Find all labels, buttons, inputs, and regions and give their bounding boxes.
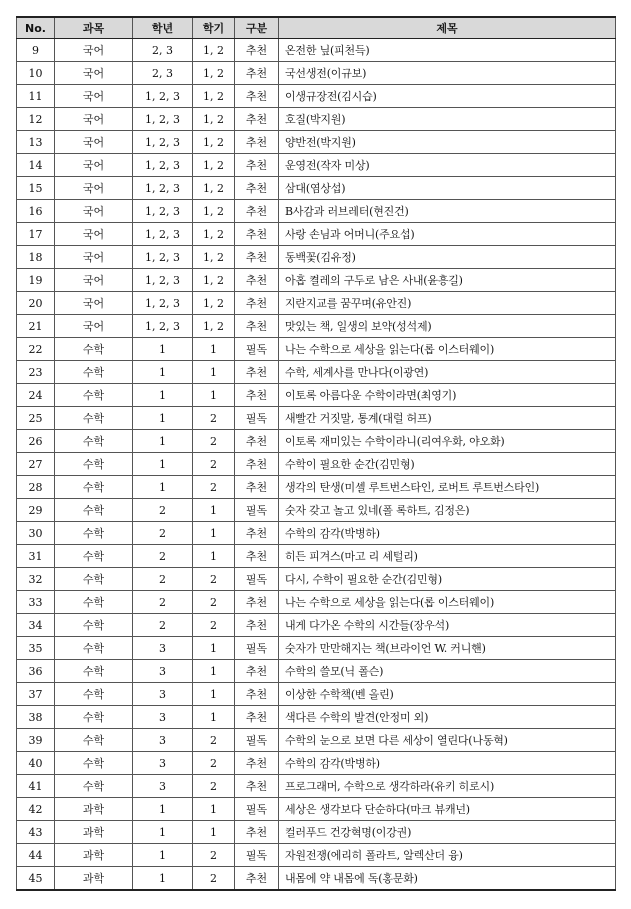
cell-no: 35: [17, 637, 55, 660]
cell-grade: 1: [133, 453, 193, 476]
cell-type: 추천: [235, 39, 279, 62]
table-row: [17, 62, 616, 85]
cell-semester: 2: [193, 453, 235, 476]
header-row: [17, 17, 616, 39]
cell-type: 필독: [235, 407, 279, 430]
cell-title: 생각의 탄생(미셸 루트번스타인, 로버트 루트번스타인): [279, 476, 616, 499]
cell-subject: 과학: [55, 844, 133, 867]
cell-grade: 2: [133, 568, 193, 591]
cell-no: 21: [17, 315, 55, 338]
cell-title: 이토록 재미있는 수학이라니(리여우화, 야오화): [279, 430, 616, 453]
cell-semester: 2: [193, 844, 235, 867]
cell-subject: 수학: [55, 752, 133, 775]
cell-title: 내몸에 약 내몸에 독(홍문화): [279, 867, 616, 891]
table-row: [17, 315, 616, 338]
cell-semester: 1: [193, 361, 235, 384]
cell-subject: 수학: [55, 545, 133, 568]
cell-subject: 국어: [55, 246, 133, 269]
cell-no: 45: [17, 867, 55, 891]
cell-grade: 2: [133, 499, 193, 522]
table-row: [17, 200, 616, 223]
cell-subject: 과학: [55, 821, 133, 844]
cell-no: 43: [17, 821, 55, 844]
table-row: [17, 338, 616, 361]
cell-semester: 1, 2: [193, 246, 235, 269]
cell-type: 추천: [235, 246, 279, 269]
cell-type: 추천: [235, 177, 279, 200]
cell-type: 추천: [235, 683, 279, 706]
cell-type: 추천: [235, 660, 279, 683]
cell-type: 필독: [235, 637, 279, 660]
cell-semester: 1, 2: [193, 177, 235, 200]
cell-grade: 1, 2, 3: [133, 154, 193, 177]
cell-type: 추천: [235, 430, 279, 453]
table-row: [17, 499, 616, 522]
cell-semester: 2: [193, 614, 235, 637]
cell-grade: 3: [133, 637, 193, 660]
cell-title: 수학, 세계사를 만나다(이광연): [279, 361, 616, 384]
cell-no: 39: [17, 729, 55, 752]
cell-grade: 1: [133, 821, 193, 844]
cell-subject: 국어: [55, 154, 133, 177]
table-row: [17, 706, 616, 729]
cell-no: 15: [17, 177, 55, 200]
cell-semester: 1: [193, 660, 235, 683]
cell-no: 33: [17, 591, 55, 614]
reading-list-table: [16, 16, 616, 891]
cell-type: 추천: [235, 752, 279, 775]
cell-subject: 국어: [55, 315, 133, 338]
cell-subject: 수학: [55, 361, 133, 384]
cell-type: 추천: [235, 315, 279, 338]
table-row: [17, 453, 616, 476]
cell-title: 수학의 쓸모(닉 폴슨): [279, 660, 616, 683]
cell-title: 숫자 갖고 놀고 있네(폴 록하트, 김정은): [279, 499, 616, 522]
cell-grade: 1, 2, 3: [133, 131, 193, 154]
cell-no: 40: [17, 752, 55, 775]
table-row: [17, 108, 616, 131]
cell-no: 18: [17, 246, 55, 269]
cell-semester: 1, 2: [193, 154, 235, 177]
cell-type: 추천: [235, 85, 279, 108]
cell-no: 19: [17, 269, 55, 292]
cell-type: 추천: [235, 361, 279, 384]
cell-grade: 3: [133, 775, 193, 798]
cell-no: 20: [17, 292, 55, 315]
cell-no: 32: [17, 568, 55, 591]
cell-title: 삼대(염상섭): [279, 177, 616, 200]
cell-no: 36: [17, 660, 55, 683]
table-row: [17, 614, 616, 637]
cell-title: 새빨간 거짓말, 통계(대럴 허프): [279, 407, 616, 430]
table-row: [17, 39, 616, 62]
cell-subject: 국어: [55, 269, 133, 292]
cell-no: 27: [17, 453, 55, 476]
cell-subject: 수학: [55, 660, 133, 683]
cell-title: 내게 다가온 수학의 시간들(장우석): [279, 614, 616, 637]
cell-semester: 1: [193, 706, 235, 729]
cell-no: 9: [17, 39, 55, 62]
cell-grade: 1, 2, 3: [133, 177, 193, 200]
cell-semester: 1: [193, 798, 235, 821]
cell-no: 25: [17, 407, 55, 430]
cell-title: 다시, 수학이 필요한 순간(김민형): [279, 568, 616, 591]
cell-title: 이생규장전(김시습): [279, 85, 616, 108]
table-row: [17, 591, 616, 614]
table-row: [17, 384, 616, 407]
header-grade: 학년: [133, 17, 193, 39]
cell-type: 추천: [235, 706, 279, 729]
cell-subject: 국어: [55, 177, 133, 200]
cell-subject: 수학: [55, 384, 133, 407]
cell-title: 국선생전(이규보): [279, 62, 616, 85]
cell-title: 컬러푸드 건강혁명(이강권): [279, 821, 616, 844]
cell-title: 사랑 손님과 어머니(주요섭): [279, 223, 616, 246]
table-row: [17, 752, 616, 775]
cell-no: 38: [17, 706, 55, 729]
table-row: [17, 683, 616, 706]
cell-type: 필독: [235, 568, 279, 591]
cell-no: 23: [17, 361, 55, 384]
cell-type: 추천: [235, 775, 279, 798]
cell-no: 10: [17, 62, 55, 85]
cell-semester: 1, 2: [193, 269, 235, 292]
cell-type: 추천: [235, 292, 279, 315]
cell-type: 추천: [235, 821, 279, 844]
cell-type: 추천: [235, 476, 279, 499]
cell-semester: 2: [193, 752, 235, 775]
cell-grade: 2: [133, 591, 193, 614]
cell-no: 34: [17, 614, 55, 637]
cell-semester: 1, 2: [193, 39, 235, 62]
cell-no: 31: [17, 545, 55, 568]
cell-subject: 수학: [55, 430, 133, 453]
table-row: [17, 407, 616, 430]
cell-type: 필독: [235, 844, 279, 867]
cell-title: 수학의 감각(박병하): [279, 752, 616, 775]
cell-no: 29: [17, 499, 55, 522]
cell-subject: 국어: [55, 292, 133, 315]
cell-title: B사감과 러브레터(현진건): [279, 200, 616, 223]
table-row: [17, 844, 616, 867]
cell-grade: 1: [133, 430, 193, 453]
cell-title: 지란지교를 꿈꾸며(유안진): [279, 292, 616, 315]
cell-type: 필독: [235, 729, 279, 752]
table-row: [17, 821, 616, 844]
cell-type: 추천: [235, 614, 279, 637]
header-semester: 학기: [193, 17, 235, 39]
cell-title: 세상은 생각보다 단순하다(마크 뷰캐넌): [279, 798, 616, 821]
cell-grade: 3: [133, 729, 193, 752]
cell-subject: 과학: [55, 867, 133, 891]
cell-semester: 1: [193, 821, 235, 844]
cell-title: 숫자가 만만해지는 책(브라이언 W. 커니핸): [279, 637, 616, 660]
cell-type: 추천: [235, 591, 279, 614]
cell-subject: 국어: [55, 223, 133, 246]
cell-subject: 수학: [55, 522, 133, 545]
cell-semester: 1: [193, 545, 235, 568]
cell-title: 히든 피겨스(마고 리 셰털리): [279, 545, 616, 568]
cell-title: 색다른 수학의 발견(안정미 외): [279, 706, 616, 729]
cell-semester: 2: [193, 591, 235, 614]
cell-semester: 2: [193, 407, 235, 430]
cell-no: 30: [17, 522, 55, 545]
cell-type: 추천: [235, 108, 279, 131]
cell-semester: 1, 2: [193, 200, 235, 223]
table-row: [17, 545, 616, 568]
table-header: [17, 17, 616, 39]
cell-semester: 1, 2: [193, 131, 235, 154]
cell-grade: 1, 2, 3: [133, 200, 193, 223]
cell-grade: 2, 3: [133, 62, 193, 85]
cell-semester: 1: [193, 384, 235, 407]
table-row: [17, 85, 616, 108]
cell-title: 나는 수학으로 세상을 읽는다(롭 이스터웨이): [279, 338, 616, 361]
cell-title: 동백꽃(김유정): [279, 246, 616, 269]
table-row: [17, 223, 616, 246]
cell-grade: 1: [133, 407, 193, 430]
cell-no: 42: [17, 798, 55, 821]
cell-title: 이상한 수학책(벤 올린): [279, 683, 616, 706]
cell-no: 24: [17, 384, 55, 407]
cell-grade: 1: [133, 798, 193, 821]
cell-semester: 2: [193, 476, 235, 499]
cell-subject: 수학: [55, 476, 133, 499]
cell-title: 이토록 아름다운 수학이라면(최영기): [279, 384, 616, 407]
cell-type: 추천: [235, 522, 279, 545]
cell-subject: 수학: [55, 591, 133, 614]
cell-subject: 수학: [55, 568, 133, 591]
cell-type: 추천: [235, 269, 279, 292]
cell-grade: 3: [133, 683, 193, 706]
cell-title: 양반전(박지원): [279, 131, 616, 154]
cell-title: 아홉 켤레의 구두로 남은 사내(윤흥길): [279, 269, 616, 292]
cell-semester: 1: [193, 683, 235, 706]
table-row: [17, 154, 616, 177]
cell-semester: 1, 2: [193, 108, 235, 131]
cell-grade: 1, 2, 3: [133, 85, 193, 108]
cell-no: 17: [17, 223, 55, 246]
cell-no: 37: [17, 683, 55, 706]
cell-grade: 2: [133, 545, 193, 568]
cell-subject: 수학: [55, 729, 133, 752]
cell-grade: 1: [133, 384, 193, 407]
cell-type: 추천: [235, 223, 279, 246]
cell-title: 자원전쟁(에리히 폴라트, 알렉산더 융): [279, 844, 616, 867]
cell-grade: 1, 2, 3: [133, 315, 193, 338]
reading-list-sheet: [16, 16, 616, 891]
cell-subject: 수학: [55, 637, 133, 660]
cell-subject: 수학: [55, 614, 133, 637]
table-row: [17, 430, 616, 453]
table-row: [17, 131, 616, 154]
cell-subject: 수학: [55, 453, 133, 476]
cell-no: 41: [17, 775, 55, 798]
table-row: [17, 775, 616, 798]
cell-semester: 1, 2: [193, 85, 235, 108]
cell-type: 추천: [235, 453, 279, 476]
table-row: [17, 476, 616, 499]
header-subject: 과목: [55, 17, 133, 39]
cell-semester: 2: [193, 568, 235, 591]
cell-semester: 1, 2: [193, 223, 235, 246]
cell-type: 추천: [235, 62, 279, 85]
cell-type: 필독: [235, 798, 279, 821]
table-row: [17, 660, 616, 683]
cell-type: 추천: [235, 384, 279, 407]
cell-grade: 1, 2, 3: [133, 246, 193, 269]
cell-no: 12: [17, 108, 55, 131]
cell-semester: 2: [193, 775, 235, 798]
cell-semester: 1: [193, 637, 235, 660]
cell-semester: 2: [193, 430, 235, 453]
table-row: [17, 292, 616, 315]
cell-subject: 수학: [55, 338, 133, 361]
cell-type: 필독: [235, 499, 279, 522]
cell-title: 수학의 감각(박병하): [279, 522, 616, 545]
cell-grade: 1: [133, 867, 193, 891]
table-row: [17, 269, 616, 292]
cell-subject: 수학: [55, 683, 133, 706]
cell-subject: 과학: [55, 798, 133, 821]
cell-grade: 1, 2, 3: [133, 223, 193, 246]
cell-grade: 1: [133, 844, 193, 867]
cell-title: 맛있는 책, 일생의 보약(성석제): [279, 315, 616, 338]
cell-semester: 1: [193, 499, 235, 522]
cell-grade: 2: [133, 614, 193, 637]
cell-semester: 2: [193, 729, 235, 752]
cell-type: 추천: [235, 131, 279, 154]
cell-grade: 3: [133, 706, 193, 729]
cell-type: 추천: [235, 867, 279, 891]
cell-semester: 1: [193, 522, 235, 545]
cell-no: 16: [17, 200, 55, 223]
cell-title: 온전한 닢(피천득): [279, 39, 616, 62]
cell-title: 나는 수학으로 세상을 읽는다(롭 이스터웨이): [279, 591, 616, 614]
header-title: 제목: [279, 17, 616, 39]
cell-subject: 국어: [55, 85, 133, 108]
cell-subject: 수학: [55, 407, 133, 430]
cell-title: 호질(박지원): [279, 108, 616, 131]
cell-subject: 수학: [55, 706, 133, 729]
cell-semester: 2: [193, 867, 235, 891]
cell-subject: 수학: [55, 775, 133, 798]
cell-type: 필독: [235, 338, 279, 361]
table-row: [17, 177, 616, 200]
cell-type: 추천: [235, 545, 279, 568]
cell-semester: 1, 2: [193, 315, 235, 338]
cell-subject: 국어: [55, 200, 133, 223]
cell-title: 운영전(작자 미상): [279, 154, 616, 177]
cell-grade: 1, 2, 3: [133, 269, 193, 292]
cell-subject: 국어: [55, 62, 133, 85]
table-row: [17, 729, 616, 752]
cell-grade: 3: [133, 752, 193, 775]
cell-title: 수학의 눈으로 보면 다른 세상이 열린다(나동혁): [279, 729, 616, 752]
table-row: [17, 798, 616, 821]
cell-grade: 1: [133, 361, 193, 384]
cell-grade: 2, 3: [133, 39, 193, 62]
cell-semester: 1: [193, 338, 235, 361]
cell-title: 프로그래머, 수학으로 생각하라(유키 히로시): [279, 775, 616, 798]
cell-no: 44: [17, 844, 55, 867]
cell-no: 11: [17, 85, 55, 108]
cell-grade: 2: [133, 522, 193, 545]
cell-no: 22: [17, 338, 55, 361]
cell-grade: 1, 2, 3: [133, 292, 193, 315]
cell-title: 수학이 필요한 순간(김민형): [279, 453, 616, 476]
cell-no: 14: [17, 154, 55, 177]
table-row: [17, 361, 616, 384]
cell-subject: 국어: [55, 131, 133, 154]
cell-subject: 수학: [55, 499, 133, 522]
header-type: 구분: [235, 17, 279, 39]
table-row: [17, 522, 616, 545]
cell-subject: 국어: [55, 108, 133, 131]
table-row: [17, 246, 616, 269]
cell-no: 28: [17, 476, 55, 499]
cell-type: 추천: [235, 154, 279, 177]
cell-grade: 1: [133, 476, 193, 499]
cell-grade: 1: [133, 338, 193, 361]
cell-semester: 1, 2: [193, 292, 235, 315]
cell-grade: 3: [133, 660, 193, 683]
table-row: [17, 867, 616, 891]
cell-no: 13: [17, 131, 55, 154]
table-body: [17, 39, 616, 891]
cell-no: 26: [17, 430, 55, 453]
cell-grade: 1, 2, 3: [133, 108, 193, 131]
cell-semester: 1, 2: [193, 62, 235, 85]
header-no: No.: [17, 17, 55, 39]
cell-subject: 국어: [55, 39, 133, 62]
cell-type: 추천: [235, 200, 279, 223]
table-row: [17, 637, 616, 660]
table-row: [17, 568, 616, 591]
